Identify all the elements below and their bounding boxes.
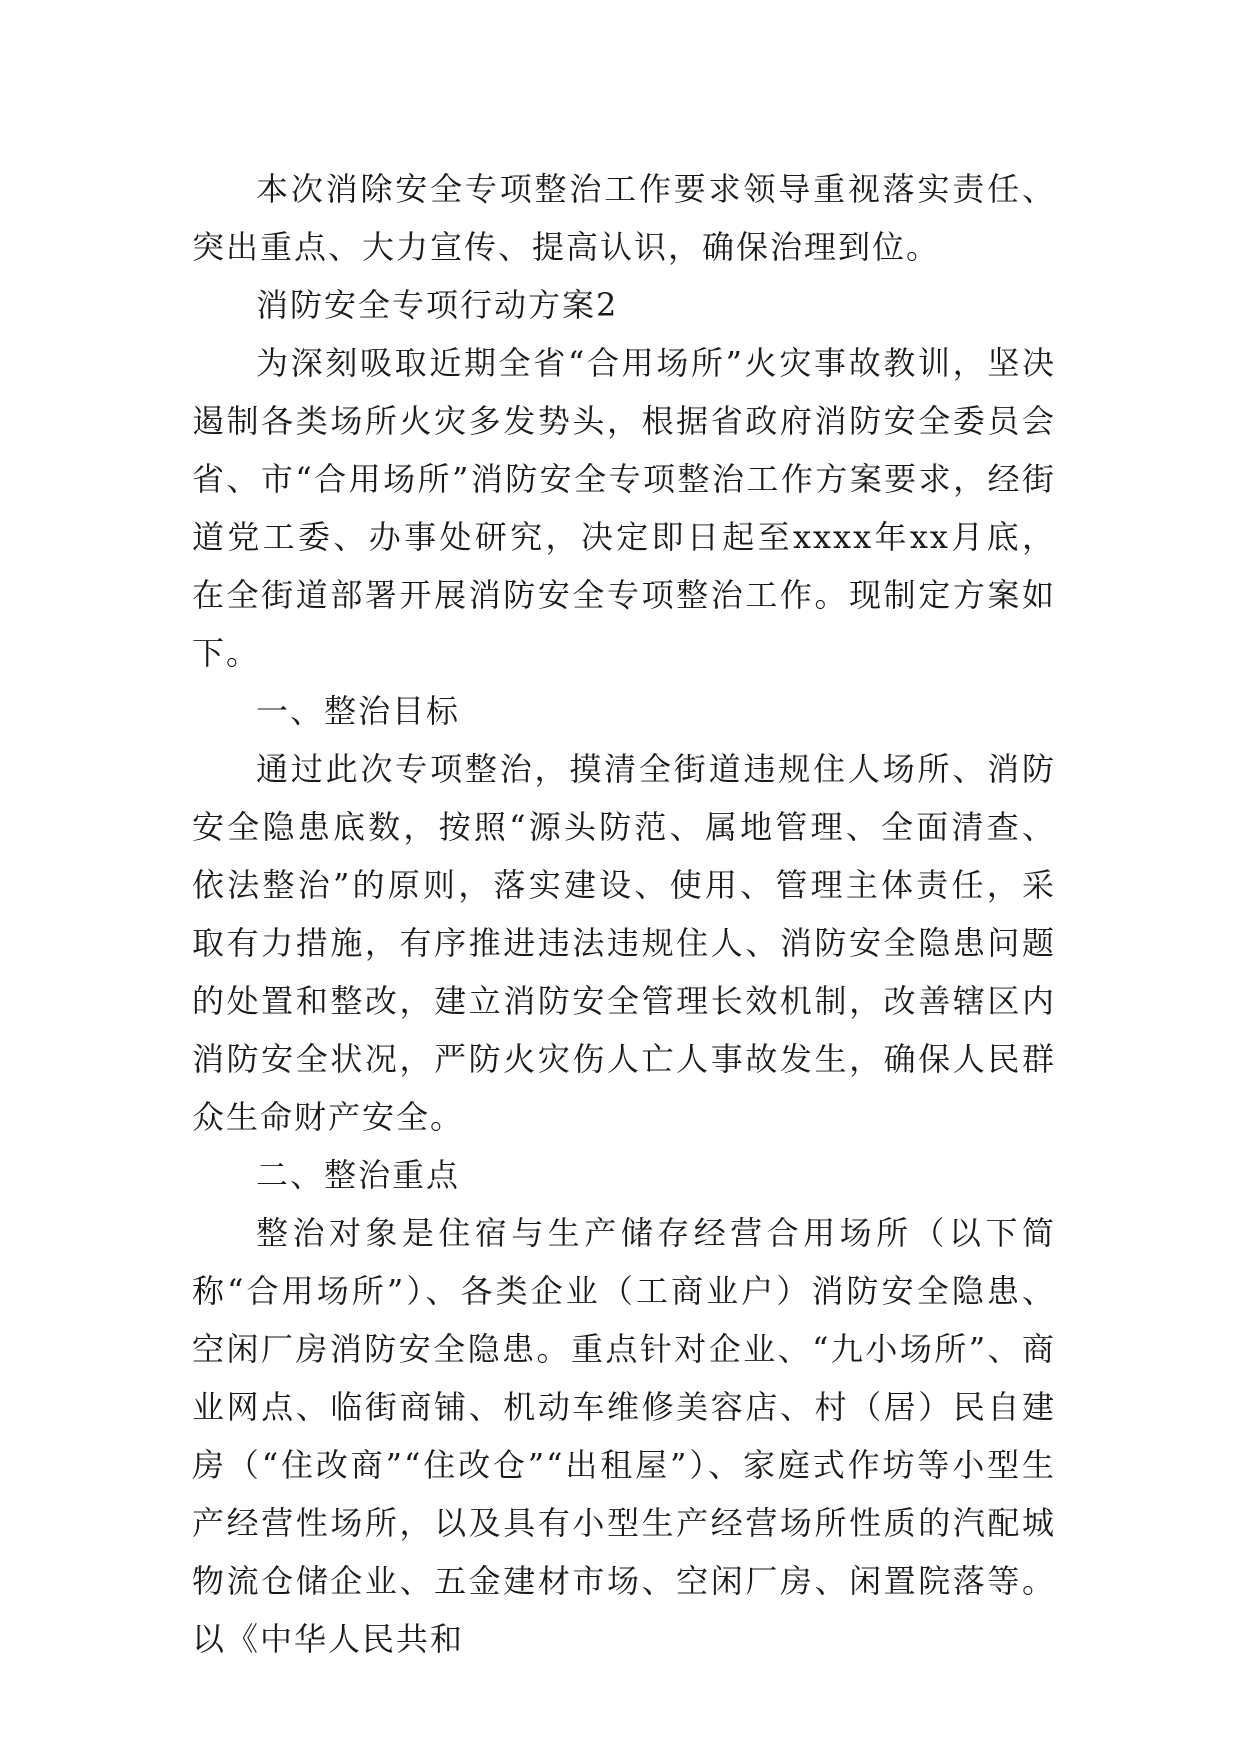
document-body — [192, 160, 1056, 1668]
heading-goals: 一、整治目标 — [256, 692, 461, 730]
heading-focus: 二、整治重点 — [256, 1156, 461, 1194]
paragraph-purpose: 为深刻吸取近期全省“合用场所”火灾事故教训，坚决遏制各类场所火灾多发势头，根据省政府消防安全委员会省、市“合用场所”消防安全专项整治工作方案要求，经街道党工委、办事处研究，决定即日起至xxxx年xx月底，在全街道部署开展消防安全专项整治工作。现制定方案如下。 — [192, 344, 1056, 672]
paragraph-goals: 通过此次专项整治，摸清全街道违规住人场所、消防安全隐患底数，按照“源头防范、属地管理、全面清查、依法整治”的原则，落实建设、使用、管理主体责任，采取有力措施，有序推进违法违规住人、消防安全隐患问题的处置和整改，建立消防安全管理长效机制，改善辖区内消防安全状况，严防火灾伤人亡人事故发生，确保人民群众生命财产安全。 — [192, 750, 1056, 1136]
paragraph-intro: 本次消除安全专项整治工作要求领导重视落实责任、突出重点、大力宣传、提高认识，确保治理到位。 — [192, 170, 1056, 266]
paragraph-focus: 整治对象是住宿与生产储存经营合用场所（以下简称“合用场所”）、各类企业（工商业户）消防安全隐患、空闲厂房消防安全隐患。重点针对企业、“九小场所”、商业网点、临街商铺、机动车维修美容店、村（居）民自建房（“住改商”“住改仓”“出租屋”）、家庭式作坊等小型生产经营性场所，以及具有小型生产经营场所性质的汽配城物流仓储企业、五金建材市场、空闲厂房、闲置院落等。以《中华人民共和 — [192, 1214, 1056, 1658]
section-title: 消防安全专项行动方案2 — [256, 286, 619, 324]
